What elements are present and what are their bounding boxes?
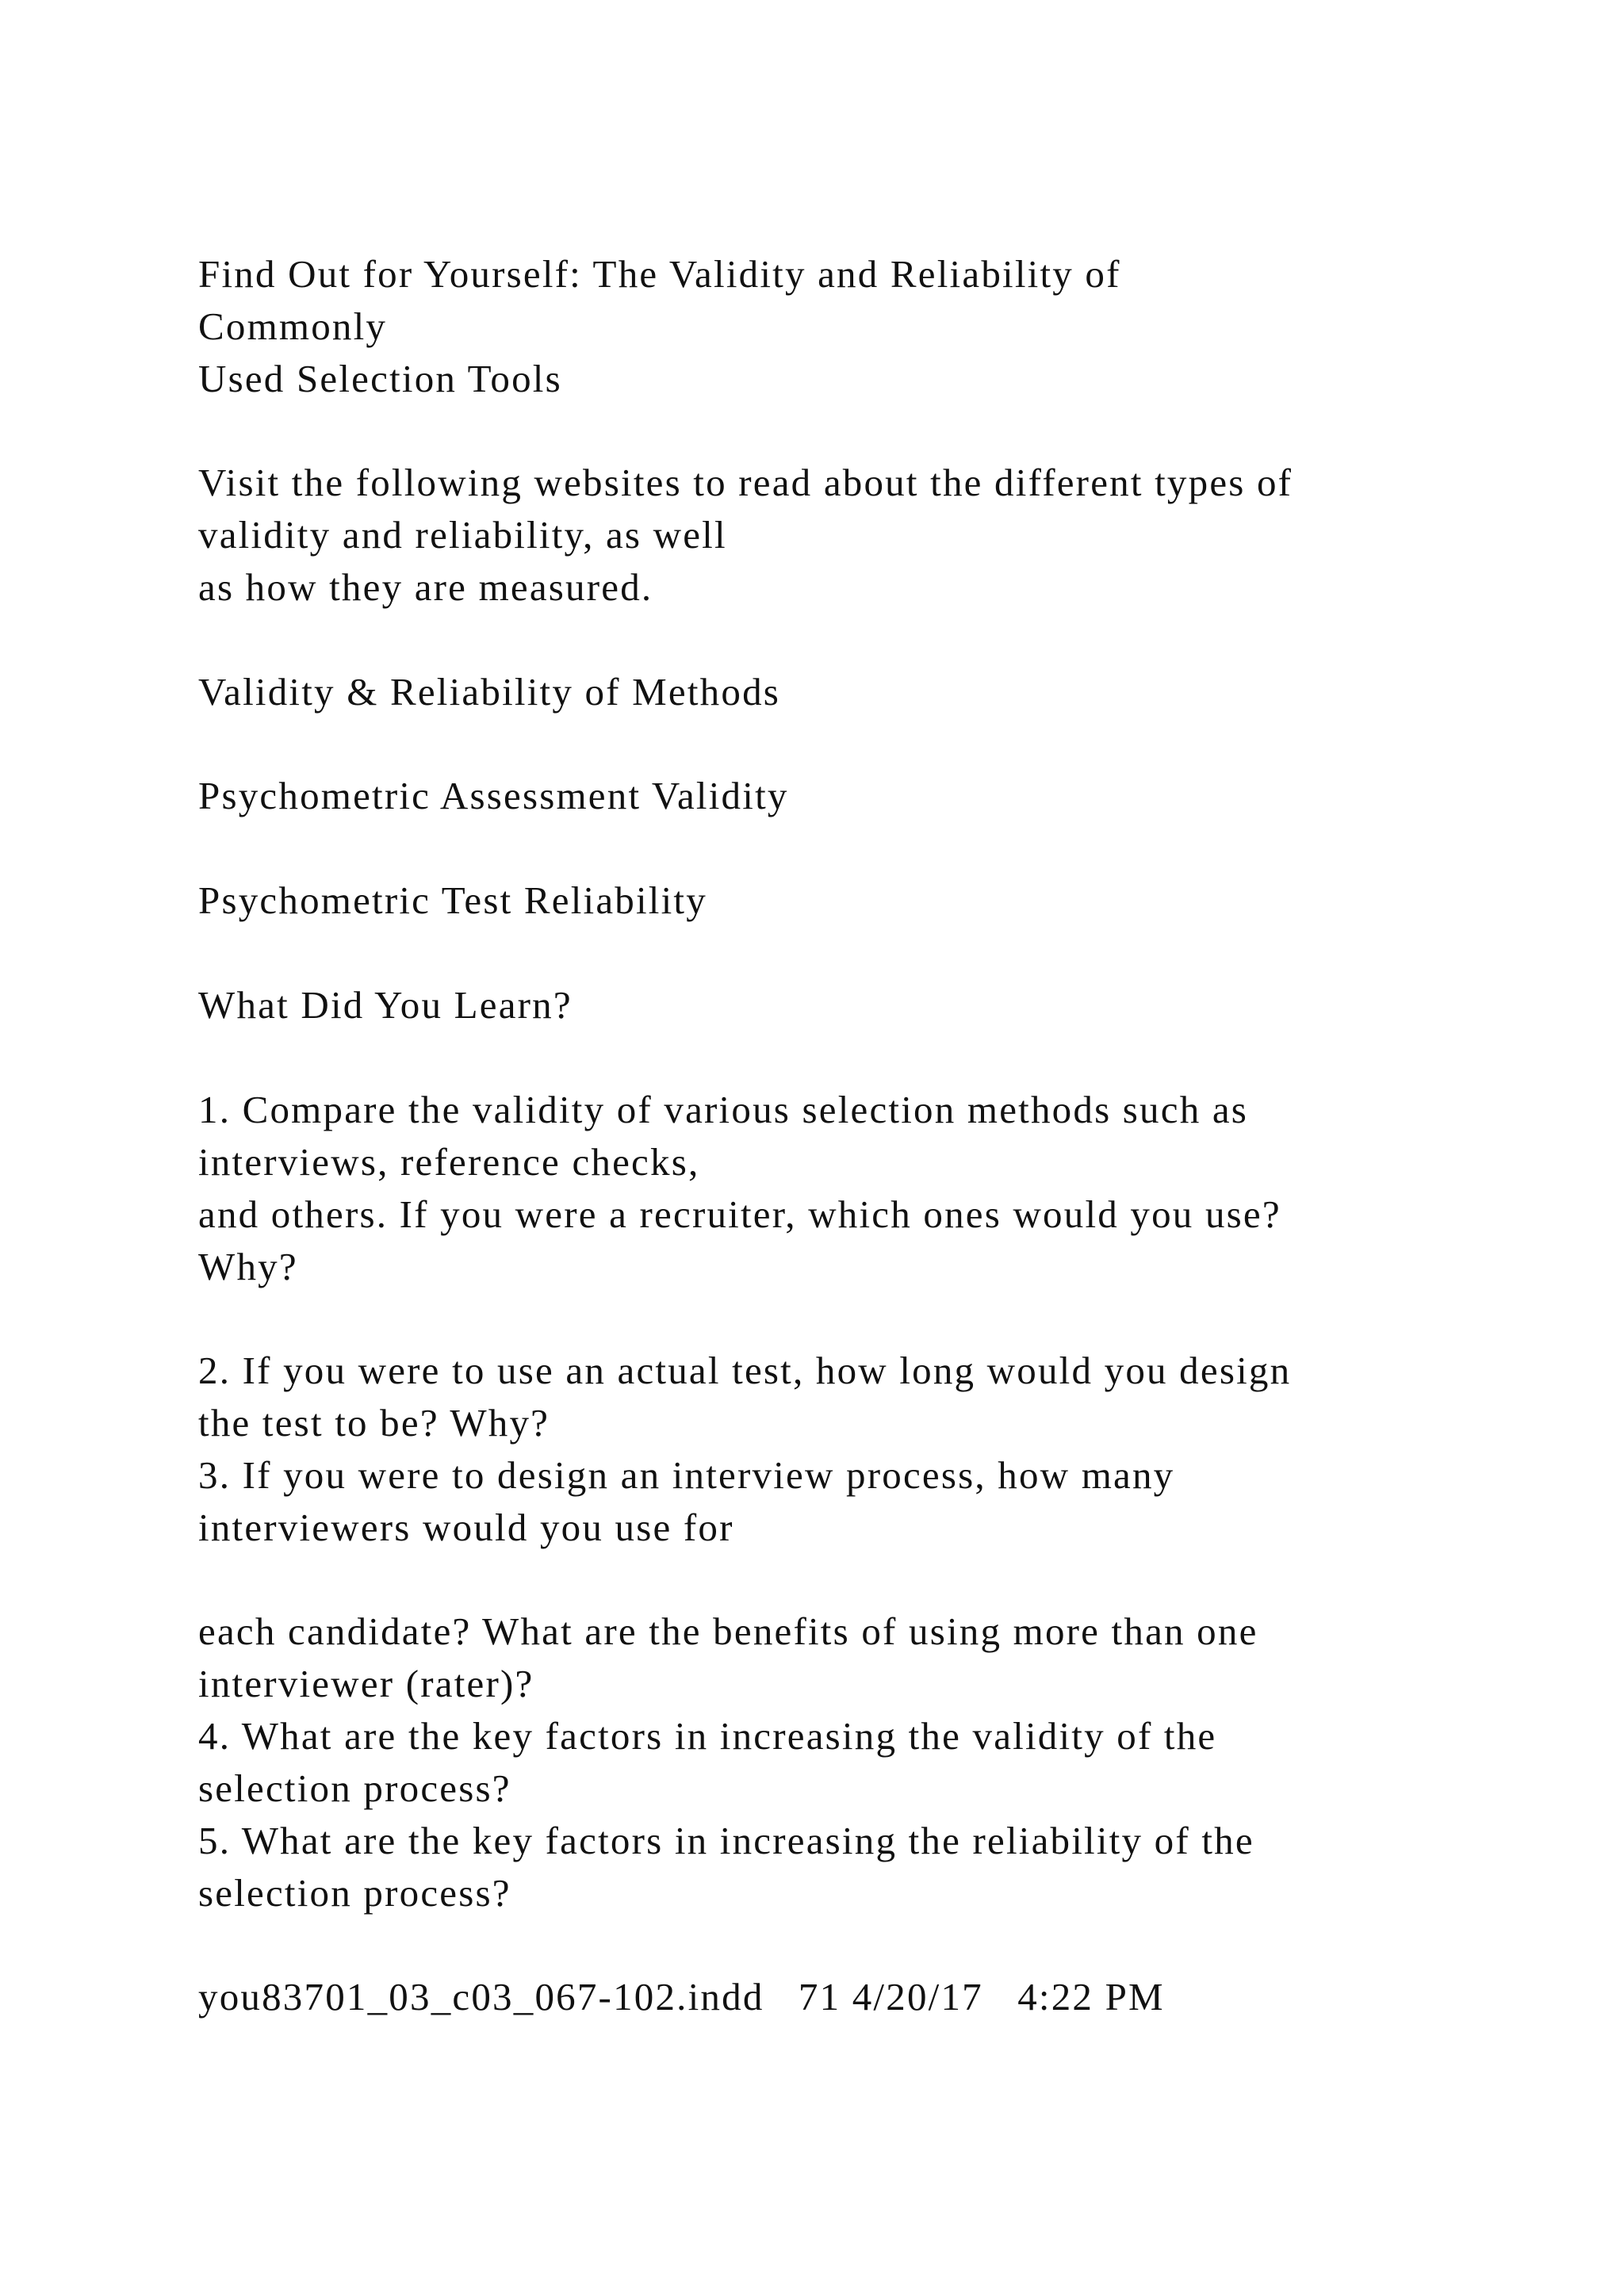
link-psychometric-test-reliability: Psychometric Test Reliability (198, 878, 707, 922)
question-3-line-2: interviewers would you use for (198, 1506, 734, 1549)
question-5-line-2: selection process? (198, 1871, 511, 1915)
question-5-line-1: 5. What are the key factors in increasing the reliability of the (198, 1819, 1254, 1862)
title-line-3: Used Selection Tools (198, 357, 562, 400)
question-1-line-3: and others. If you were a recruiter, which ones would you use? (198, 1192, 1281, 1236)
question-2-line-1: 2. If you were to use an actual test, how long would you design (198, 1349, 1292, 1392)
question-1-line-2: interviews, reference checks, (198, 1140, 700, 1184)
link-psychometric-assessment-validity: Psychometric Assessment Validity (198, 774, 789, 817)
question-4-line-1: 4. What are the key factors in increasing the validity of the (198, 1714, 1217, 1758)
link-validity-reliability-methods: Validity & Reliability of Methods (198, 670, 781, 714)
intro-line-1: Visit the following websites to read about the different types of (198, 461, 1293, 504)
question-1-line-4: Why? (198, 1245, 298, 1288)
footer-slug: you83701_03_c03_067-102.indd 71 4/20/17 4:22 PM (198, 1975, 1165, 2019)
section-heading: What Did You Learn? (198, 983, 573, 1027)
question-1-line-1: 1. Compare the validity of various selection methods such as (198, 1088, 1249, 1131)
question-3-line-3: each candidate? What are the benefits of using more than one (198, 1609, 1258, 1653)
question-2-line-2: the test to be? Why? (198, 1401, 550, 1445)
question-4-line-2: selection process? (198, 1766, 511, 1810)
question-3-line-1: 3. If you were to design an interview process, how many (198, 1453, 1175, 1497)
intro-line-3: as how they are measured. (198, 565, 653, 609)
question-3-line-4: interviewer (rater)? (198, 1662, 534, 1705)
intro-line-2: validity and reliability, as well (198, 513, 727, 557)
title-line-1: Find Out for Yourself: The Validity and Reliability of (198, 252, 1121, 296)
title-line-2: Commonly (198, 304, 388, 348)
